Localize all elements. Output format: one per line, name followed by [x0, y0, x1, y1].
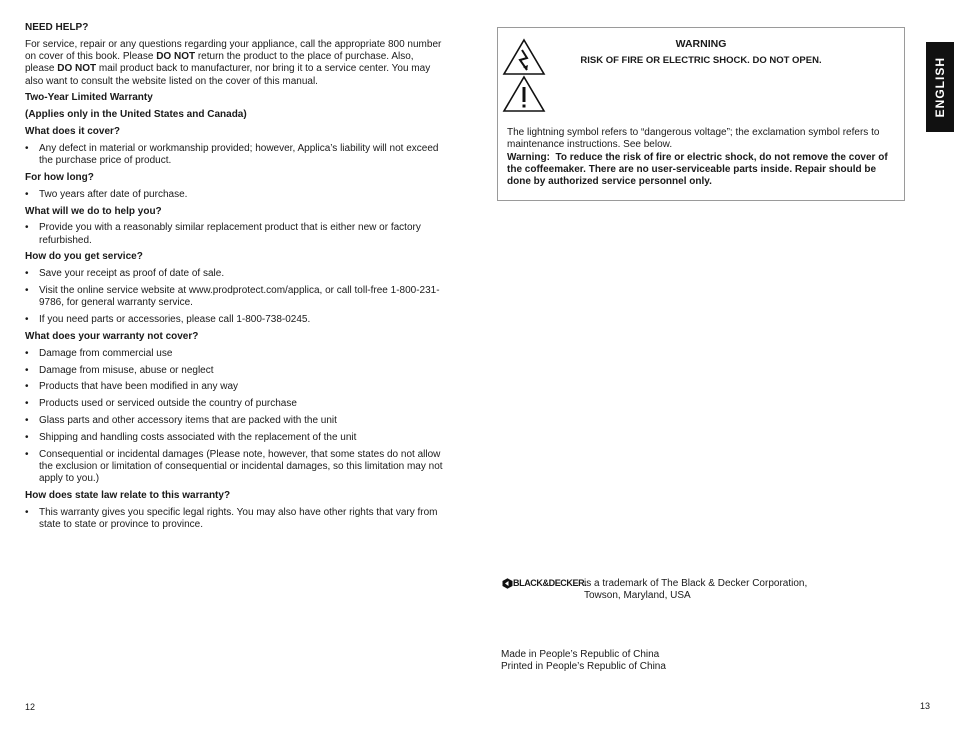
language-tab-label: ENGLISH [932, 56, 947, 118]
warning-subtitle: RISK OF FIRE OR ELECTRIC SHOCK. DO NOT OPEN. [580, 55, 822, 66]
need-help-text-2: return the product to the place of purchase. Also, please [25, 51, 414, 75]
need-help-text-1: For service, repair or any questions regarding your appliance, call the appropriate 800 number on cover of this book. Please [25, 38, 442, 63]
bullet-item: • Damage from commercial use [25, 348, 443, 360]
warranty-sections [25, 126, 443, 531]
brand-logo-text: BLACK&DECKER. [513, 578, 587, 588]
bullet-item: • This warranty gives you specific legal rights. You may also have other rights that vary from state to state or province to province. [25, 507, 443, 532]
section-heading: For how long? [25, 171, 94, 183]
black-and-decker-logo-icon [502, 577, 586, 589]
trademark-line-1: is a trademark of The Black & Decker Corporation, [584, 578, 808, 589]
section-bullet-list [25, 348, 443, 486]
section-heading: What will we do to help you? [25, 205, 162, 217]
warning-box [497, 27, 905, 201]
bullet-item: • Consequential or incidental damages (Please note, however, that some states do not allow the exclusion or limitation of consequential or incidental damages, so this limitation may not apply to you.) [25, 449, 443, 486]
do-not-emphasis-1: DO NOT [156, 51, 196, 63]
warning-statement [507, 152, 897, 189]
warning-explanation-block [507, 127, 897, 188]
bullet-item: • Provide you with a reasonably similar replacement product that is either new or factory refurbished. [25, 222, 443, 247]
bullet-item: • Products that have been modified in any way [25, 381, 443, 393]
warranty-scope: (Applies only in the United States and Canada) [25, 109, 247, 121]
section-bullet-list [25, 268, 443, 326]
bullet-item: • Save your receipt as proof of date of sale. [25, 268, 443, 280]
exclamation-warning-icon [502, 75, 546, 113]
printed-in-text: Printed in People’s Republic of China [501, 661, 666, 673]
bullet-item: • Any defect in material or workmanship provided; however, Applica’s liability will not exceed the purchase price of product. [25, 143, 443, 168]
bullet-item: • If you need parts or accessories, please call 1-800-738-0245. [25, 314, 443, 326]
section-bullet-list [25, 222, 443, 247]
section-bullet-list [25, 143, 443, 168]
warning-label: Warning: [507, 151, 550, 163]
need-help-text-3: mail product back to manufacturer, nor bring it to a service center. You may also want to consult the website listed on the cover of this manual. [25, 63, 431, 87]
section-bullet-list [25, 507, 443, 532]
warning-title: WARNING [675, 38, 727, 50]
section-bullet-list [25, 189, 443, 201]
need-help-heading: NEED HELP? [25, 22, 89, 33]
section-heading: What does your warranty not cover? [25, 330, 199, 342]
page-number-right: 13 [920, 701, 931, 711]
language-tab [926, 42, 954, 132]
made-in-text: Made in People’s Republic of China [501, 649, 660, 660]
section-heading: How do you get service? [25, 251, 143, 263]
page-number-left: 12 [25, 702, 36, 712]
bullet-item: • Glass parts and other accessory items that are packed with the unit [25, 415, 443, 427]
warning-text: To reduce the risk of fire or electric shock, do not remove the cover of the coffeemaker. There are no user-serviceable parts inside. Repair should be done by authorized service personnel only. [507, 151, 888, 188]
bullet-item: • Shipping and handling costs associated with the replacement of the unit [25, 432, 443, 444]
warranty-title: Two-Year Limited Warranty [25, 92, 153, 104]
bullet-item: • Damage from misuse, abuse or neglect [25, 365, 443, 377]
trademark-text [584, 578, 807, 603]
bullet-item: • Products used or serviced outside the country of purchase [25, 398, 443, 410]
origin-notice [501, 649, 666, 674]
section-heading: How does state law relate to this warranty? [25, 489, 231, 501]
need-help-paragraph [25, 39, 443, 88]
do-not-emphasis-2: DO NOT [57, 63, 97, 75]
section-heading: What does it cover? [25, 126, 121, 138]
left-page-content [25, 22, 443, 536]
trademark-line-2: Towson, Maryland, USA [584, 590, 691, 602]
bullet-item: • Visit the online service website at www.prodprotect.com/applica, or call toll-free 1-800-231-9786, for general warranty service. [25, 285, 443, 310]
symbol-explanation: The lightning symbol refers to “dangerous voltage”; the exclamation symbol refers to maintenance instructions. See below. [507, 127, 880, 151]
bullet-item: • Two years after date of purchase. [25, 189, 443, 201]
hexagon-logo-icon [502, 578, 513, 589]
